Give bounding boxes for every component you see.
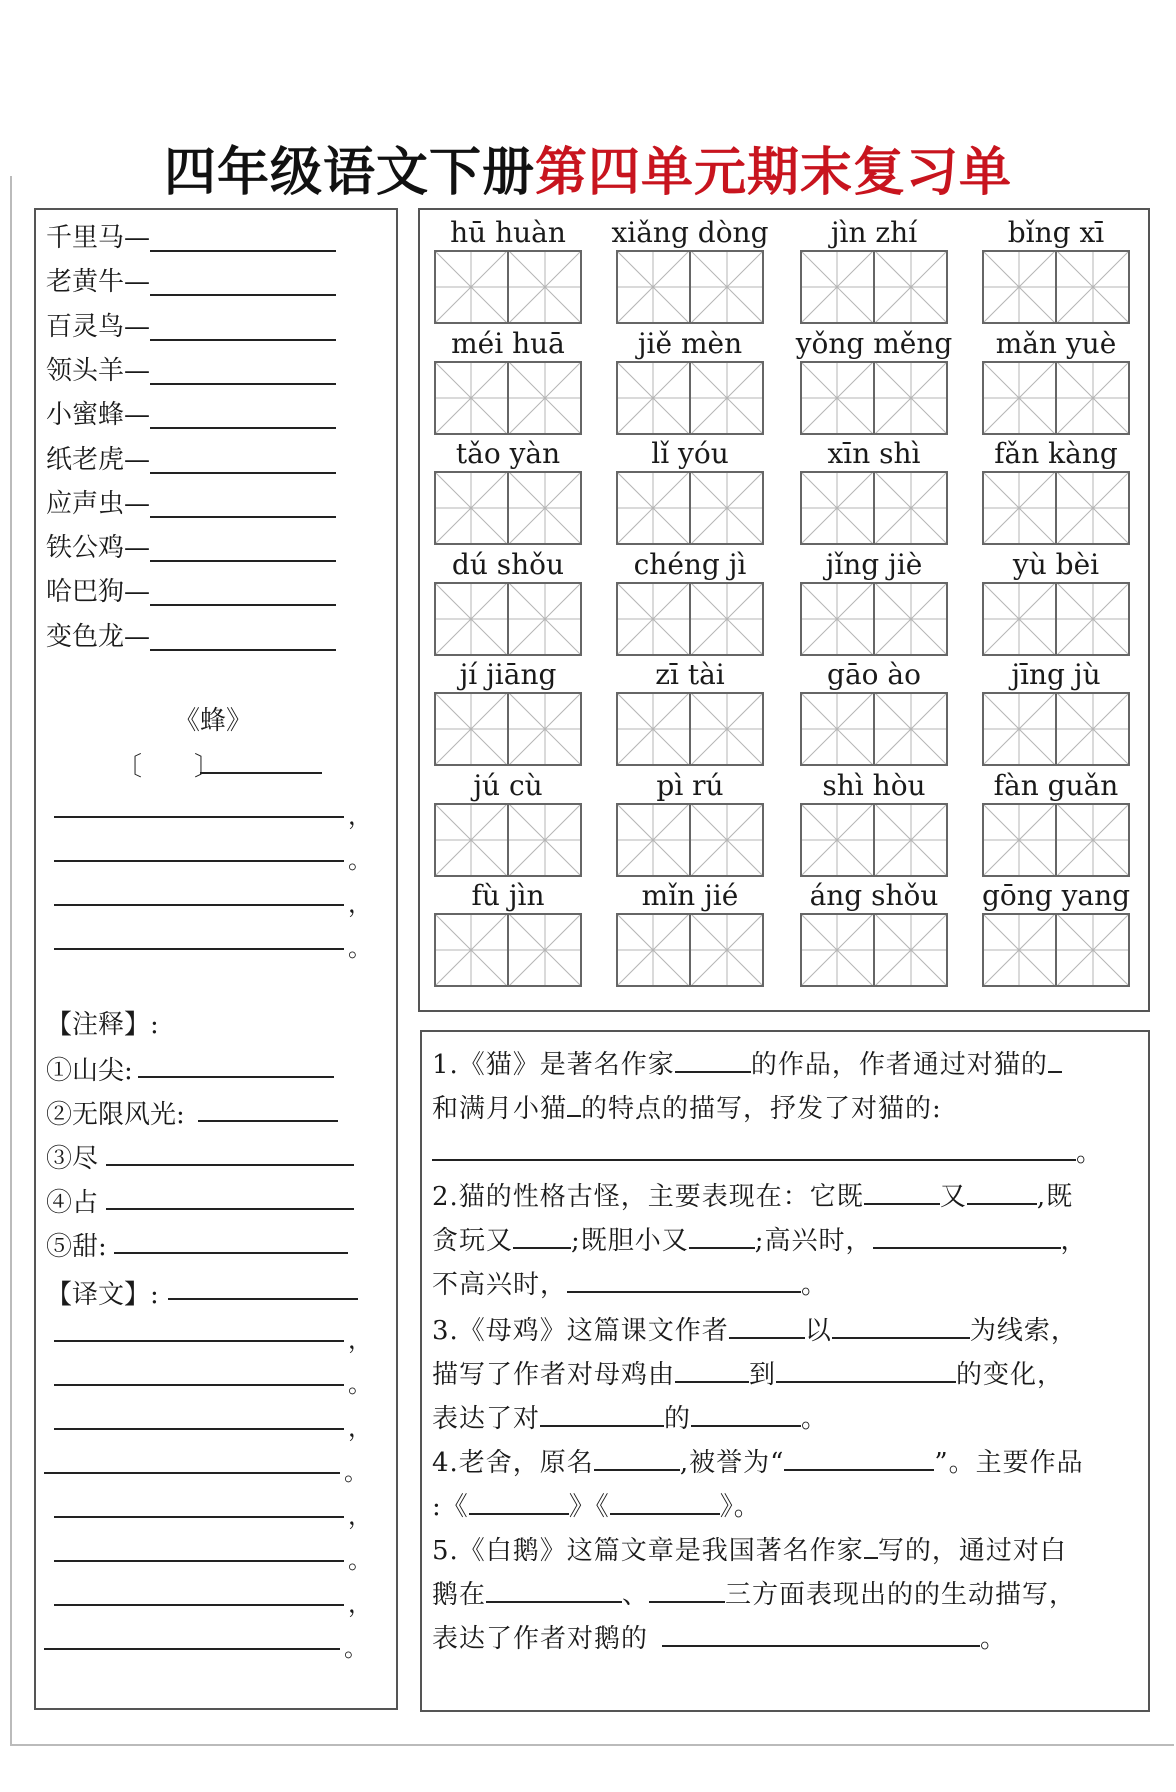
pinyin-label: tǎo yàn bbox=[455, 437, 561, 470]
q3-blank-4[interactable] bbox=[776, 1359, 956, 1383]
note-answer-blank[interactable] bbox=[106, 1164, 354, 1166]
q4-text-c: ”。主要作品 bbox=[934, 1448, 1084, 1478]
q3-text-b: 以 bbox=[804, 1316, 832, 1346]
q3-text-i: 。 bbox=[801, 1404, 829, 1434]
note-item-label: ④占 bbox=[46, 1188, 99, 1218]
idiom-answer-blank[interactable] bbox=[150, 580, 336, 606]
pinyin-label: xiǎng dòng bbox=[611, 216, 769, 249]
q1-line2 bbox=[432, 1088, 942, 1125]
character-writing-cells[interactable] bbox=[800, 803, 948, 877]
q1-blank-author[interactable] bbox=[675, 1049, 751, 1073]
q1-blank-cat[interactable] bbox=[1048, 1049, 1062, 1073]
idiom-item bbox=[46, 440, 336, 480]
translation-first-blank[interactable] bbox=[168, 1298, 358, 1300]
pinyin-label: dú shǒu bbox=[451, 547, 565, 581]
q3-text-e: 到 bbox=[749, 1360, 777, 1390]
translation-line-blank[interactable] bbox=[54, 1560, 344, 1562]
poem-author-bracket: 〔 〕 bbox=[116, 752, 221, 782]
translation-line-punct: 。 bbox=[348, 1546, 372, 1574]
q5-line2 bbox=[432, 1574, 1076, 1611]
poem-line-punct: ， bbox=[348, 802, 372, 830]
q2-text-c: ,既 bbox=[1036, 1182, 1074, 1212]
q3-blank-6[interactable] bbox=[691, 1403, 801, 1427]
q3-text-d: 描写了作者对母鸡由 bbox=[432, 1360, 676, 1390]
character-writing-cells[interactable] bbox=[434, 361, 582, 435]
idiom-item bbox=[46, 528, 336, 568]
notes-heading: 【注释】: bbox=[46, 1010, 159, 1040]
character-writing-cells[interactable] bbox=[434, 692, 582, 766]
q3-text-c: 为线索， bbox=[969, 1316, 1078, 1346]
idiom-item bbox=[46, 617, 336, 657]
translation-line-punct: ， bbox=[348, 1502, 372, 1530]
q3-text-g: 表达了对 bbox=[432, 1404, 541, 1434]
idiom-answer-blank[interactable] bbox=[150, 536, 336, 562]
character-writing-cells[interactable] bbox=[800, 361, 948, 435]
q1-blank-kitten[interactable] bbox=[567, 1093, 581, 1117]
character-writing-cells[interactable] bbox=[800, 913, 948, 987]
note-item-label: ②无限风光: bbox=[46, 1100, 185, 1130]
character-writing-cells[interactable] bbox=[434, 913, 582, 987]
note-answer-blank[interactable] bbox=[106, 1208, 354, 1210]
q3-text-a: 3.《母鸡》这篇课文作者 bbox=[432, 1316, 729, 1346]
note-item-label: ①山尖: bbox=[46, 1056, 133, 1086]
q2-text-b: 又 bbox=[939, 1182, 967, 1212]
idiom-answer-blank[interactable] bbox=[150, 403, 336, 429]
q2-text-g: ， bbox=[1060, 1226, 1088, 1256]
pinyin-label: mǎn yuè bbox=[995, 326, 1117, 360]
pinyin-label: zī tài bbox=[655, 658, 725, 691]
pinyin-label: gāo ào bbox=[827, 658, 921, 691]
idiom-label: 纸老虎— bbox=[46, 444, 151, 475]
pinyin-label: fàn guǎn bbox=[993, 768, 1119, 802]
q5-blank-1[interactable] bbox=[486, 1579, 622, 1603]
character-writing-cells[interactable] bbox=[982, 913, 1130, 987]
poem-line-blank[interactable] bbox=[54, 948, 344, 950]
q1-line1 bbox=[432, 1044, 1062, 1081]
q4-text-b: ,被誉为“ bbox=[679, 1448, 785, 1478]
character-writing-cells[interactable] bbox=[982, 361, 1130, 435]
character-writing-cells[interactable] bbox=[982, 250, 1130, 324]
q2-blank-6[interactable] bbox=[567, 1269, 801, 1293]
character-writing-cells[interactable] bbox=[434, 250, 582, 324]
q5-text-f: 表达了作者对鹅的 bbox=[432, 1624, 649, 1654]
q2-blank-2[interactable] bbox=[967, 1181, 1037, 1205]
q2-line2 bbox=[432, 1220, 1088, 1257]
pinyin-label: áng shǒu bbox=[809, 879, 939, 912]
character-writing-cells[interactable] bbox=[434, 582, 582, 656]
q5-blank-2[interactable] bbox=[649, 1579, 725, 1603]
idiom-answer-blank[interactable] bbox=[150, 492, 336, 518]
q2-text-i: 。 bbox=[801, 1270, 829, 1300]
q3-text-f: 的变化， bbox=[956, 1360, 1065, 1390]
q2-text-a: 2.猫的性格古怪，主要表现在：它既 bbox=[432, 1182, 864, 1212]
character-writing-cells[interactable] bbox=[616, 803, 764, 877]
idiom-item bbox=[46, 572, 336, 612]
q2-blank-5[interactable] bbox=[873, 1225, 1061, 1249]
idiom-answer-blank[interactable] bbox=[150, 359, 336, 385]
translation-line-blank[interactable] bbox=[54, 1428, 344, 1430]
pinyin-label: jìn zhí bbox=[830, 216, 918, 249]
translation-line-blank[interactable] bbox=[54, 1340, 344, 1342]
poem-line-punct: 。 bbox=[348, 846, 372, 874]
q3-line2 bbox=[432, 1354, 1064, 1391]
idiom-label: 应声虫— bbox=[46, 488, 151, 519]
translation-line-punct: ， bbox=[348, 1326, 372, 1354]
q1-text-e: 。 bbox=[1076, 1138, 1104, 1168]
title-part-black: 四年级语文下册 bbox=[163, 142, 535, 203]
idiom-label: 领头羊— bbox=[46, 355, 151, 386]
idiom-item bbox=[46, 218, 336, 258]
pinyin-label: lǐ yóu bbox=[651, 437, 729, 470]
translation-line-punct: 。 bbox=[344, 1634, 368, 1662]
pinyin-label: shì hòu bbox=[822, 768, 926, 802]
q4-blank-3[interactable] bbox=[469, 1491, 569, 1515]
character-writing-cells[interactable] bbox=[800, 250, 948, 324]
idiom-label: 百灵鸟— bbox=[46, 311, 151, 342]
idiom-answer-blank[interactable] bbox=[150, 226, 336, 252]
poem-line-blank[interactable] bbox=[54, 860, 344, 862]
poem-title: 《蜂》 bbox=[174, 706, 253, 736]
idiom-label: 变色龙— bbox=[46, 621, 151, 652]
q4-text-a: 4.老舍，原名 bbox=[432, 1448, 594, 1478]
q3-blank-3[interactable] bbox=[675, 1359, 749, 1383]
idiom-answer-blank[interactable] bbox=[150, 625, 336, 651]
poem-line-punct: ， bbox=[348, 890, 372, 918]
idiom-item bbox=[46, 307, 336, 347]
q5-text-a: 5.《白鹅》这篇文章是我国著名作家 bbox=[432, 1536, 864, 1566]
q5-text-b: 写的，通过对白 bbox=[877, 1536, 1067, 1566]
character-writing-cells[interactable] bbox=[800, 471, 948, 545]
idiom-item bbox=[46, 351, 336, 391]
pinyin-label: yù bèi bbox=[1012, 547, 1100, 581]
q5-text-c: 鹅在 bbox=[432, 1580, 487, 1610]
character-writing-cells[interactable] bbox=[800, 582, 948, 656]
poem-author-blank[interactable] bbox=[200, 772, 322, 774]
translation-heading: 【译文】: bbox=[46, 1280, 159, 1310]
pinyin-label: méi huā bbox=[451, 326, 565, 360]
q3-blank-2[interactable] bbox=[832, 1315, 970, 1339]
idiom-item bbox=[46, 484, 336, 524]
pinyin-label: bǐng xī bbox=[1007, 216, 1105, 249]
idiom-answer-blank[interactable] bbox=[150, 315, 336, 341]
translation-line-punct: ， bbox=[348, 1414, 372, 1442]
q5-text-d: 、 bbox=[622, 1580, 650, 1610]
note-item-label: ③尽 bbox=[46, 1144, 99, 1174]
q5-line3 bbox=[432, 1618, 1007, 1655]
q5-line1 bbox=[432, 1530, 1067, 1567]
q4-blank-2[interactable] bbox=[784, 1447, 934, 1471]
pinyin-label: hū huàn bbox=[450, 216, 566, 249]
idiom-label: 老黄牛— bbox=[46, 267, 151, 298]
character-writing-cells[interactable] bbox=[616, 250, 764, 324]
q4-line2 bbox=[432, 1486, 761, 1523]
translation-line-blank[interactable] bbox=[54, 1516, 344, 1518]
character-writing-cells[interactable] bbox=[800, 692, 948, 766]
q1-text-a: 1.《猫》是著名作家 bbox=[432, 1050, 675, 1080]
character-writing-cells[interactable] bbox=[616, 471, 764, 545]
q4-line1 bbox=[432, 1442, 1084, 1479]
pinyin-label: mǐn jié bbox=[641, 879, 739, 912]
note-answer-blank[interactable] bbox=[138, 1076, 334, 1078]
q2-blank-4[interactable] bbox=[689, 1225, 755, 1249]
character-writing-cells[interactable] bbox=[982, 803, 1130, 877]
page-title bbox=[0, 130, 1176, 205]
q2-text-e: ;既胆小又 bbox=[571, 1226, 689, 1256]
pinyin-label: jīng jù bbox=[1011, 658, 1101, 691]
idiom-label: 铁公鸡— bbox=[46, 533, 151, 564]
translation-line-blank[interactable] bbox=[54, 1384, 344, 1386]
pinyin-label: pì rú bbox=[656, 768, 724, 802]
character-writing-cells[interactable] bbox=[616, 692, 764, 766]
idiom-label: 哈巴狗— bbox=[46, 577, 151, 608]
q4-text-e: 》《 bbox=[568, 1492, 610, 1522]
idiom-answer-blank[interactable] bbox=[150, 448, 336, 474]
pinyin-label: yǒng měng bbox=[795, 326, 953, 360]
poem-line-punct: 。 bbox=[348, 934, 372, 962]
q1-blank-feeling[interactable] bbox=[432, 1137, 1076, 1161]
pinyin-label: jú cù bbox=[473, 768, 543, 802]
idiom-answer-blank[interactable] bbox=[150, 270, 336, 296]
character-writing-cells[interactable] bbox=[982, 692, 1130, 766]
q5-blank-author[interactable] bbox=[864, 1535, 878, 1559]
translation-line-blank[interactable] bbox=[44, 1648, 340, 1650]
character-writing-cells[interactable] bbox=[434, 803, 582, 877]
translation-line-punct: 。 bbox=[348, 1370, 372, 1398]
q4-text-f: 》。 bbox=[719, 1492, 761, 1522]
q2-text-d: 贪玩又 bbox=[432, 1226, 514, 1256]
pinyin-label: jǐng jiè bbox=[825, 547, 923, 581]
pinyin-label: fǎn kàng bbox=[994, 437, 1118, 470]
character-writing-cells[interactable] bbox=[982, 471, 1130, 545]
idiom-item bbox=[46, 395, 336, 435]
q1-line3 bbox=[432, 1132, 1103, 1169]
idiom-item bbox=[46, 262, 336, 302]
poem-line-blank[interactable] bbox=[54, 904, 344, 906]
title-part-red: 第四单元期末复习单 bbox=[535, 142, 1013, 203]
character-writing-cells[interactable] bbox=[616, 582, 764, 656]
pinyin-label: jí jiāng bbox=[459, 658, 557, 691]
character-writing-cells[interactable] bbox=[616, 913, 764, 987]
poem-line-blank[interactable] bbox=[54, 816, 344, 818]
q2-line3 bbox=[432, 1264, 828, 1301]
q2-blank-1[interactable] bbox=[864, 1181, 940, 1205]
character-writing-cells[interactable] bbox=[982, 582, 1130, 656]
translation-line-blank[interactable] bbox=[54, 1604, 344, 1606]
q1-text-b: 的作品，作者通过对猫的 bbox=[750, 1050, 1048, 1080]
q3-line1 bbox=[432, 1310, 1078, 1347]
q1-text-d: 的特点的描写，抒发了对猫的: bbox=[581, 1094, 942, 1124]
q2-text-f: ;高兴时， bbox=[754, 1226, 873, 1256]
translation-line-punct: ， bbox=[348, 1590, 372, 1618]
character-writing-cells[interactable] bbox=[434, 471, 582, 545]
pinyin-label: fù jìn bbox=[471, 879, 545, 912]
note-item-label: ⑤甜: bbox=[46, 1232, 107, 1262]
pinyin-label: xīn shì bbox=[827, 437, 921, 470]
character-writing-cells[interactable] bbox=[616, 361, 764, 435]
q5-blank-3[interactable] bbox=[662, 1623, 980, 1647]
q4-blank-1[interactable] bbox=[594, 1447, 680, 1471]
q5-text-e: 三方面表现出的的生动描写， bbox=[725, 1580, 1077, 1610]
q2-blank-3[interactable] bbox=[513, 1225, 571, 1249]
note-answer-blank[interactable] bbox=[114, 1252, 348, 1254]
q1-text-c: 和满月小猫 bbox=[432, 1094, 568, 1124]
q2-text-h: 不高兴时， bbox=[432, 1270, 568, 1300]
note-answer-blank[interactable] bbox=[198, 1120, 338, 1122]
idiom-label: 千里马— bbox=[46, 223, 151, 253]
q3-blank-5[interactable] bbox=[540, 1403, 664, 1427]
q3-text-h: 的 bbox=[664, 1404, 692, 1434]
q3-line3 bbox=[432, 1398, 828, 1435]
q3-blank-1[interactable] bbox=[729, 1315, 805, 1339]
pinyin-label: jiě mèn bbox=[637, 326, 743, 360]
q2-line1 bbox=[432, 1176, 1073, 1213]
q4-text-d: :《 bbox=[432, 1492, 469, 1522]
q4-blank-4[interactable] bbox=[610, 1491, 720, 1515]
pinyin-label: chéng jì bbox=[633, 547, 747, 581]
pinyin-label: gōng yang bbox=[981, 879, 1131, 912]
translation-line-punct: 。 bbox=[344, 1458, 368, 1486]
q5-text-g: 。 bbox=[980, 1624, 1008, 1654]
translation-line-blank[interactable] bbox=[44, 1472, 340, 1474]
idiom-label: 小蜜蜂— bbox=[46, 400, 151, 431]
